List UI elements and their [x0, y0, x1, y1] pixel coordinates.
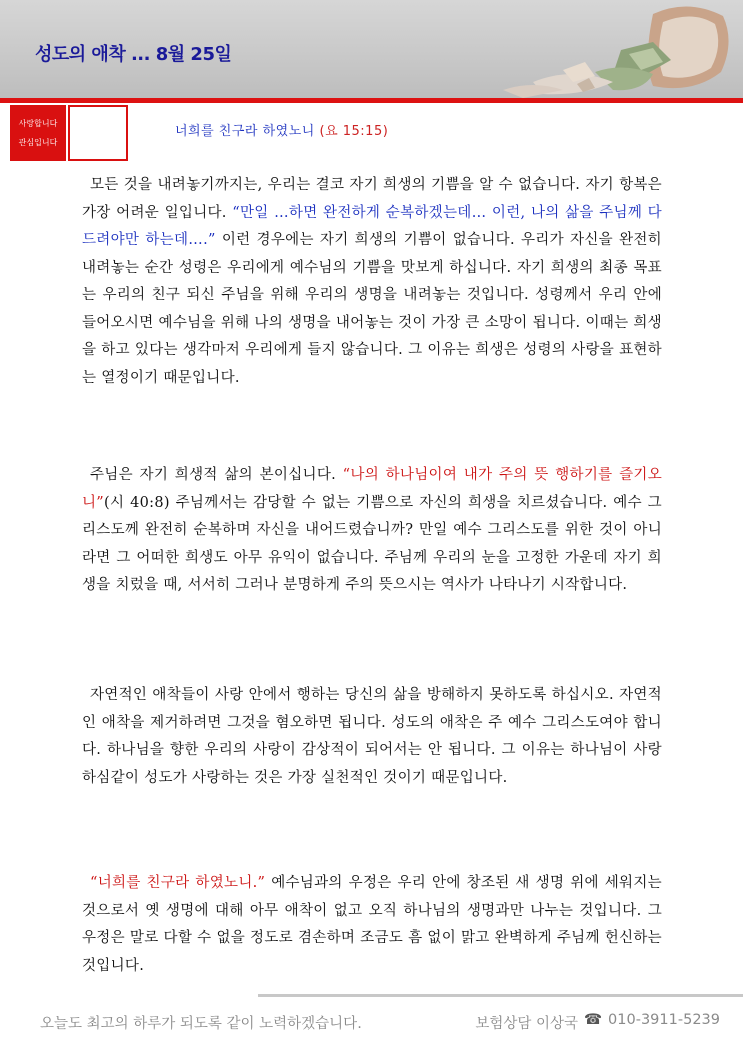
- page-title: 성도의 애착 ... 8월 25일: [35, 44, 232, 65]
- header-divider: [0, 98, 743, 103]
- paragraph-1-text-a: 모든 것을 내려놓기까지는, 우리는 결코 자기 희생의 기쁨을 알 수 없습니다. 자기 항복은 가장 어려운 일입니다.: [82, 177, 662, 221]
- paragraph-4: [82, 870, 662, 980]
- badge-line-2: 관심입니다: [18, 138, 58, 147]
- phone-icon: ☎: [583, 1012, 603, 1028]
- paragraph-4-quote: “너희를 친구라 하였노니.”: [90, 875, 266, 891]
- paragraph-2-text-b: (시 40:8) 주님께서는 감당할 수 없는 기쁨으로 자신의 희생을 치르셨습니다. 예수 그리스도께 완전히 순복하며 자신을 내어드렸습니까? 만일 예수 그리스도를 위한 것이 아니라면 그 어떠한 희생도 아무 유익이 없습니다. 주님께 우리의 눈을 고정한 가운데 자기 희생을 치렀을 때, 서서히 그러나 분명하게 주의 뜻으시는 역사가 나타나기 시작합니다.: [82, 494, 662, 593]
- paragraph-1-text-b: 이런 경우에는 자기 희생의 기쁨이 없습니다. 우리가 자신을 완전히 내려놓는 순간 성령은 우리에게 예수님의 기쁨을 맛보게 하십니다. 자기 희생의 최종 목표는 우리의 친구 되신 주님을 위해 우리의 생명을 내려놓는 것입니다. 성령께서 우리 안에 들어오시면 예수님을 위해 나의 생명을 내어놓는 것이 가장 큰 소망이 됩니다. 이때는 희생을 하고 있다는 생각마저 우리에게 들지 않습니다. 그 이유는 희생은 성령의 사랑을 표현하는 열정이기 때문입니다.: [82, 232, 662, 386]
- footer: [40, 1012, 720, 1033]
- footer-agent: 보험상담 이상국: [475, 1016, 578, 1032]
- paragraph-1-quote: “만일 …하면 완전하게 순복하겠는데… 이런, 나의 삶을 주님께 다 드려야만 하는데….”: [82, 204, 662, 248]
- paragraph-2-text-a: 주님은 자기 희생적 삶의 본이십니다.: [90, 467, 343, 483]
- paragraph-3: 자연적인 애착들이 사랑 안에서 행하는 당신의 삶을 방해하지 못하도록 하십시오. 자연적인 애착을 제거하려면 그것을 혐오하면 됩니다. 성도의 애착은 주 예수 그리스도여야 합니다. 하나님을 향한 우리의 사랑이 감상적이 되어서는 안 됩니다. 그 이유는 하나님이 사랑하심같이 성도가 사랑하는 것은 가장 실천적인 것이기 때문입니다.: [82, 687, 662, 786]
- badge-frame: [68, 105, 128, 161]
- paragraph-4-text: 예수님과의 우정은 우리 안에 창조된 새 생명 위에 세워지는 것으로서 옛 생명에 대해 아무 애착이 없고 오직 하나님의 생명과만 나누는 것입니다. 그 우정은 말로 다할 수 없을 정도로 겸손하며 조금도 흠 없이 맑고 완벽하게 주님께 헌신하는 것입니다.: [82, 875, 662, 974]
- paragraph-1: [82, 172, 662, 392]
- broken-egg-money-illustration: [503, 2, 733, 98]
- verse-heading: [175, 120, 388, 139]
- verse-text: 너희를 친구라 하였노니: [175, 124, 315, 139]
- badge-line-1: 사랑합니다: [18, 119, 58, 128]
- footer-phone: 010-3911-5239: [608, 1012, 720, 1028]
- footer-slogan: 오늘도 최고의 하루가 되도록 같이 노력하겠습니다.: [40, 1016, 362, 1032]
- footer-divider: [258, 994, 743, 997]
- header-banner: [0, 0, 743, 98]
- paragraph-2: [82, 462, 662, 600]
- paragraph-2-quote: “나의 하나님이여 내가 주의 뜻 행하기를 즐기오니”: [82, 467, 663, 511]
- verse-reference: (요 15:15): [319, 124, 389, 139]
- footer-contact: [475, 1012, 720, 1033]
- love-badge: [10, 105, 66, 161]
